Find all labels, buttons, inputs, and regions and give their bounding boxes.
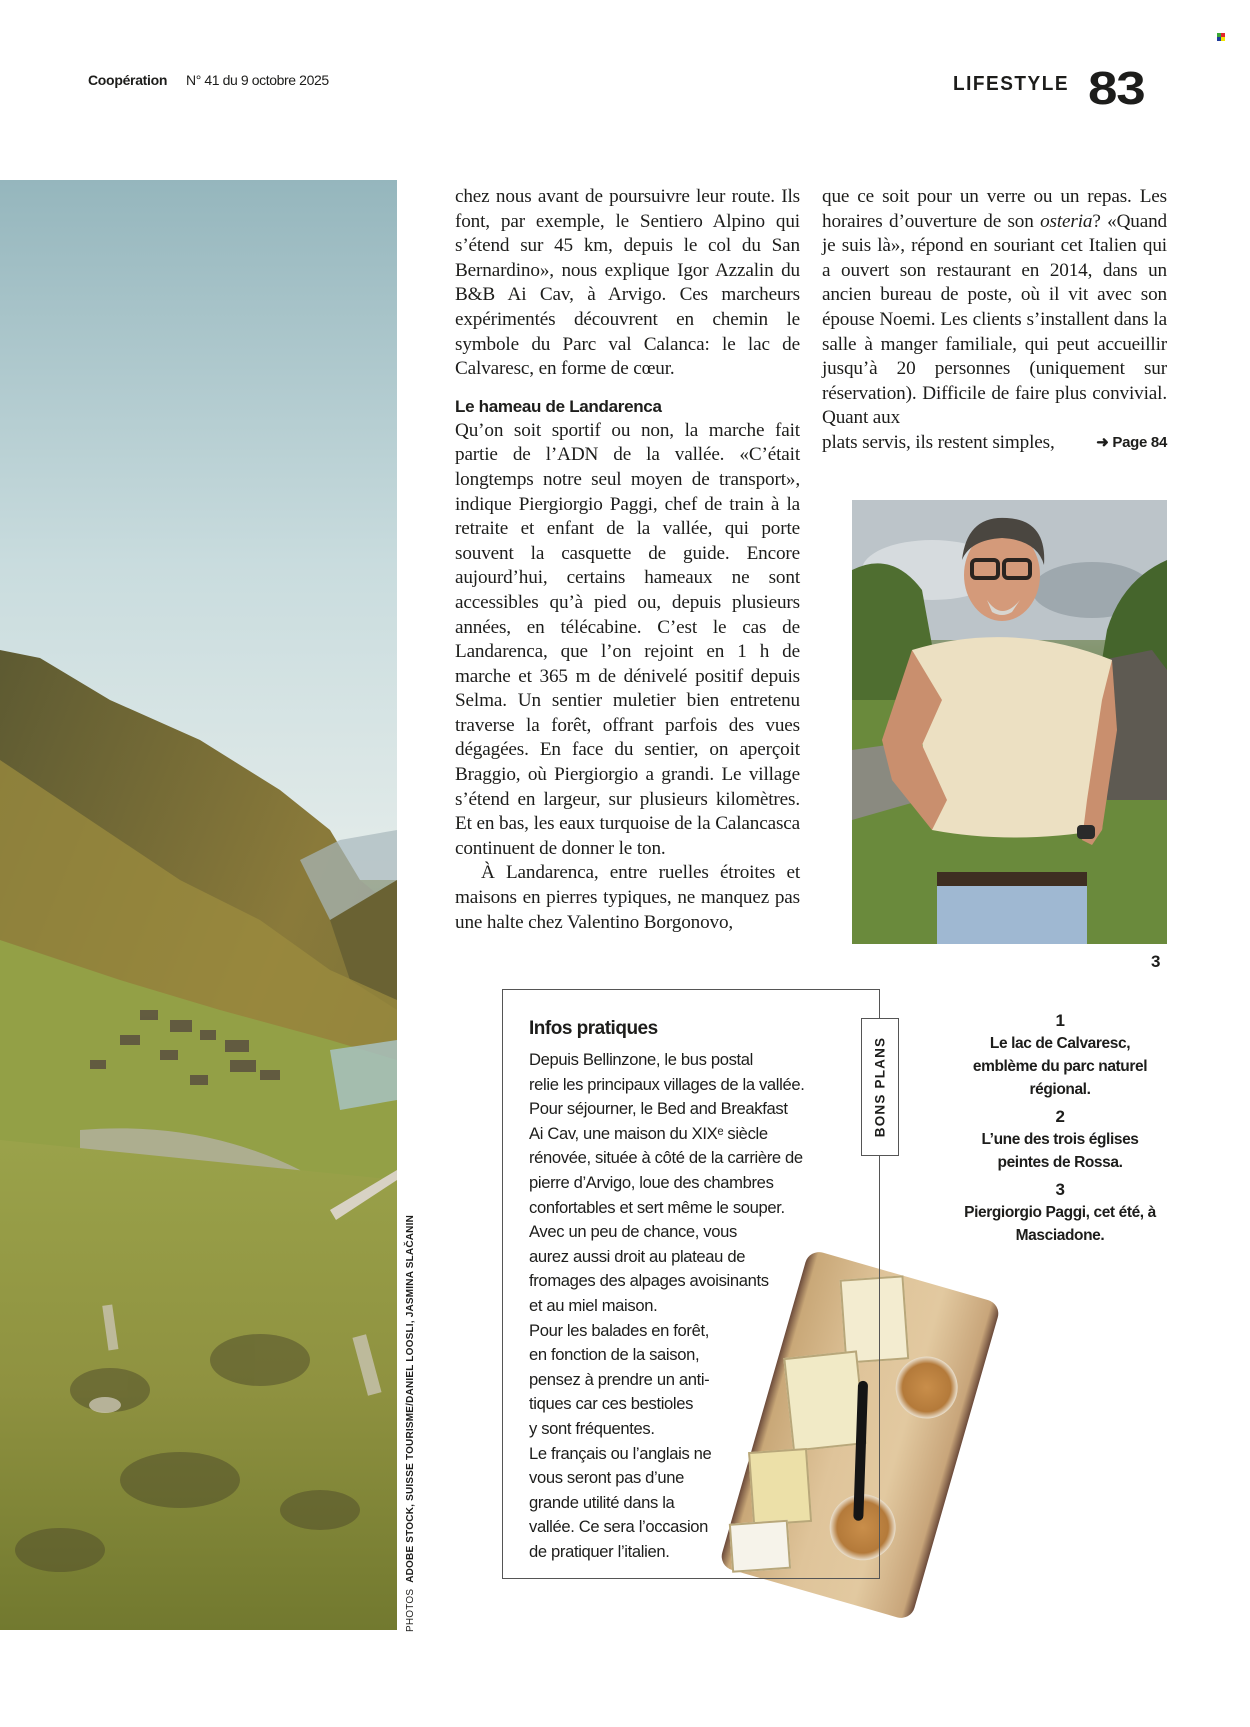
info-box-text (529, 1048, 869, 1564)
info-line: en fonction de la saison, (529, 1345, 700, 1365)
info-line: pierre d’Arvigo, loue des chambres (529, 1172, 774, 1192)
caption-text: Le lac de Calvaresc, emblème du parc naturel régional. (972, 1035, 1148, 1098)
photo-captions (960, 1005, 1160, 1247)
info-line: grande utilité dans la (529, 1492, 675, 1512)
publication-name: Coopération (88, 72, 168, 88)
issue-info: N° 41 du 9 octobre 2025 (186, 72, 329, 88)
info-line: rénovée, située à côté de la carrière de (529, 1148, 803, 1168)
paragraph-text: plats servis, ils restent simples, (822, 431, 1055, 453)
paragraph-text: que ce soit pour un verre ou un repas. Les horaires d’ouverture de son (822, 186, 1167, 232)
photo-credit-label: PHOTOS (405, 1588, 416, 1632)
continued-on-page-link[interactable]: ➜ Page 84 (1096, 433, 1167, 451)
portrait-illustration (852, 500, 1167, 944)
article-column-1 (455, 185, 800, 935)
caption-number: 1 (1055, 1011, 1065, 1030)
info-line: Pour séjourner, le Bed and Breakfast (529, 1099, 788, 1119)
info-line: Ai Cav, une maison du XIXᵉ siècle (529, 1123, 768, 1143)
article-paragraph: À Landarenca, entre ruelles étroites et maisons en pierres typiques, ne manquez pas une halte chez Valentino Borgonovo, (455, 862, 800, 933)
info-line: vous seront pas d’une (529, 1468, 685, 1488)
info-line: confortables et sert même le souper. (529, 1197, 785, 1217)
info-line: et au miel maison. (529, 1295, 658, 1315)
info-line: aurez aussi droit au plateau de (529, 1246, 746, 1266)
portrait-photo (852, 500, 1167, 944)
practical-info-box (502, 989, 880, 1579)
reg-yellow (1221, 37, 1225, 41)
photo-credit-names: ADOBE STOCK, SUISSE TOURISME/DANIEL LOOSLI, JASMINA SLAČANIN (405, 1215, 416, 1583)
info-line: Pour les balades en forêt, (529, 1320, 710, 1340)
info-line: Avec un peu de chance, vous (529, 1222, 737, 1242)
info-line: tiques car ces bestioles (529, 1394, 694, 1414)
article-paragraph: Qu’on soit sportif ou non, la marche fait partie de l’ADN de la vallée. «C’était longtemps notre seul moyen de transport», indique Piergiorgio Paggi, chef de train à la retraite et enfant de la vallée, qui porte souvent la casquette de guide. Encore aujourd’hui, certains hameaux ne sont accessibles qu’à pied ou, depuis plusieurs années, en télécabine. C’est le cas de Landarenca, que l’on rejoint en 1 h de marche et 365 m de dénivelé positif depuis Selma. Un sentier muletier bien entretenu traverse la forêt, offrant parfois des vues dégagées. En face du sentier, on aperçoit Braggio, où Piergiorgio a grandi. Le village s’étend en largeur, sur plusieurs kilomètres. Et en bas, les eaux turquoise de la Calancasca continuent de donner le ton. (455, 419, 800, 859)
info-line: pensez à prendre un anti- (529, 1369, 710, 1389)
article-column-2 (822, 185, 1167, 456)
valley-landscape-photo (0, 180, 397, 1630)
caption-number: 3 (1055, 1180, 1065, 1199)
honey-jar (888, 1349, 965, 1426)
print-registration-mark (1217, 33, 1225, 41)
info-line: Le français ou l’anglais ne (529, 1443, 712, 1463)
caption-number: 2 (1055, 1107, 1065, 1126)
page-number: 83 (1088, 62, 1145, 114)
photo-number: 3 (1151, 952, 1161, 971)
caption-text: Piergiorgio Paggi, cet été, à Masciadone. (964, 1204, 1156, 1244)
landscape-illustration (0, 180, 397, 1630)
section-rubric: LIFESTYLE (953, 73, 1070, 95)
info-line: fromages des alpages avoisinants (529, 1271, 769, 1291)
subheading: Le hameau de Landarenca (455, 396, 662, 416)
article-paragraph (822, 185, 1167, 431)
article-last-line (822, 431, 1167, 456)
paragraph-text: ? «Quand je suis là», répond en souriant cet Italien qui a ouvert son restaurant en 2014, dans un ancien bureau de poste, où il vit avec son épouse Noemi. Les clients s’installent dans la salle à manger familiale, qui peut accueillir jusqu’à 20 personnes (uniquement sur réservation). Difficile de faire plus convivial. Quant aux (822, 210, 1167, 429)
article-paragraph: chez nous avant de poursuivre leur route. Ils font, par exemple, le Sentiero Alpino qui s’étend sur 45 km, depuis le col du San Bernardino», nous explique Igor Azzalin du B&B Ai Cav, à Arvigo. Ces marcheurs expérimentés découvrent en chemin le symbole du Parc val Calanca: le lac de Calvaresc, en forme de cœur. (455, 186, 800, 380)
info-line: vallée. Ce sera l’occasion (529, 1517, 709, 1537)
photo-credit (405, 1215, 416, 1632)
bons-plans-tab (861, 1018, 899, 1156)
info-line: de pratiquer l’italien. (529, 1541, 670, 1561)
italic-term: osteria (1040, 210, 1093, 232)
info-line: relie les principaux villages de la vallée. (529, 1074, 805, 1094)
info-line: y sont fréquentes. (529, 1418, 655, 1438)
info-line: Depuis Bellinzone, le bus postal (529, 1050, 754, 1069)
bons-plans-label: BONS PLANS (872, 1036, 888, 1138)
info-box-title: Infos pratiques (529, 1018, 658, 1039)
caption-text: L’une des trois églises peintes de Rossa. (981, 1131, 1139, 1171)
